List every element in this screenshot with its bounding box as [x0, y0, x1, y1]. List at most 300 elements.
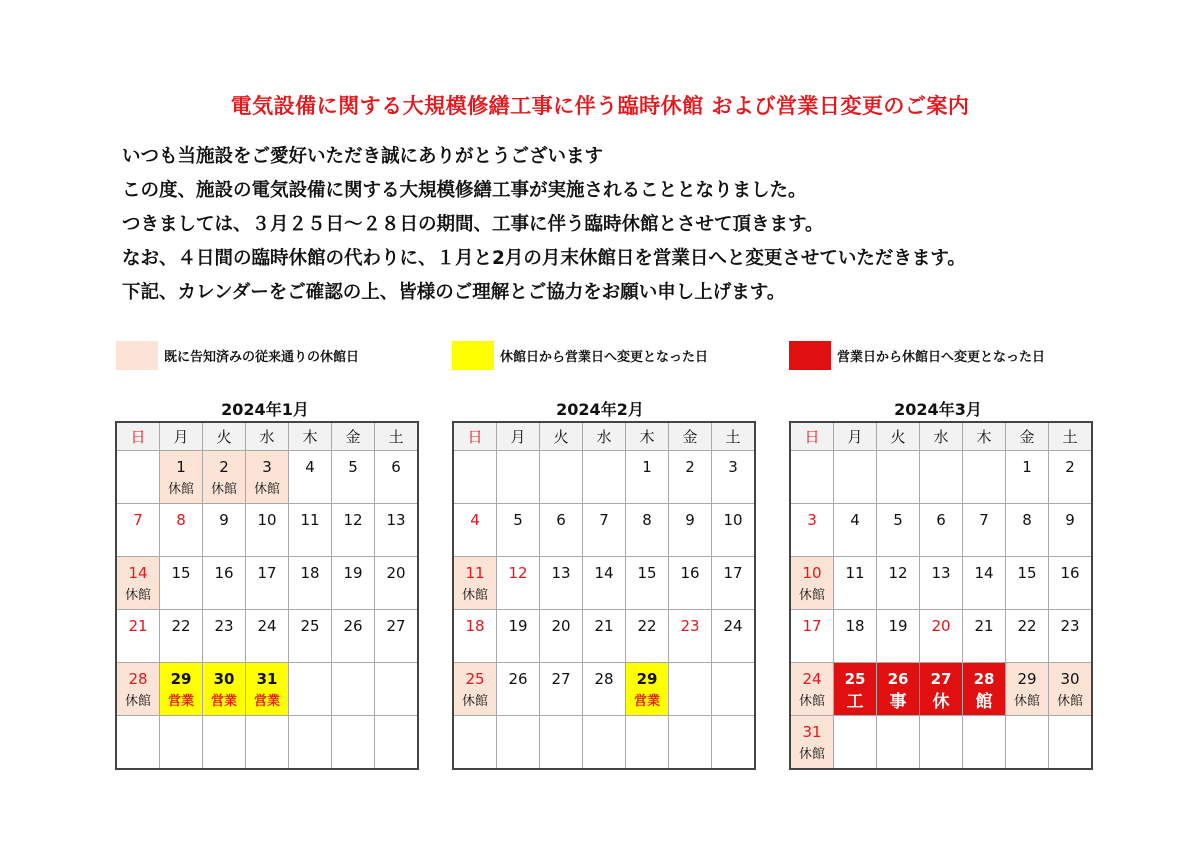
day-cell [203, 610, 246, 663]
day-cell [1049, 451, 1093, 504]
day-cell [453, 504, 497, 557]
day-number: 10 [723, 511, 743, 529]
day-cell [289, 451, 332, 504]
day-cell [375, 451, 419, 504]
day-number: 28 [973, 670, 995, 688]
legend-item-closed-to-open [452, 340, 708, 370]
day-status: 休館 [124, 694, 151, 709]
empty-day-cell [583, 451, 626, 504]
day-number: 6 [936, 511, 946, 529]
day-number: 17 [802, 617, 822, 635]
day-cell [963, 663, 1006, 716]
empty-day-cell [712, 663, 756, 716]
day-cell [246, 663, 289, 716]
day-cell [289, 504, 332, 557]
week-row [790, 610, 1092, 663]
day-cell [497, 663, 540, 716]
weekday-header: 金 [332, 422, 375, 451]
day-number: 1 [1022, 458, 1032, 476]
weekday-header-row [453, 422, 755, 451]
day-cell [289, 557, 332, 610]
day-number: 5 [893, 511, 903, 529]
weekday-header: 土 [1049, 422, 1093, 451]
day-number: 4 [305, 458, 315, 476]
day-cell [626, 557, 669, 610]
day-number: 26 [887, 670, 909, 688]
weekday-header: 木 [963, 422, 1006, 451]
day-number: 3 [807, 511, 817, 529]
empty-day-cell [583, 716, 626, 770]
empty-day-cell [375, 716, 419, 770]
day-number: 16 [1060, 564, 1080, 582]
day-cell [203, 557, 246, 610]
weekday-header: 火 [877, 422, 920, 451]
day-number: 2 [1065, 458, 1075, 476]
day-cell [375, 504, 419, 557]
day-cell [712, 610, 756, 663]
day-number: 9 [219, 511, 229, 529]
day-number: 29 [170, 670, 192, 688]
empty-day-cell [116, 451, 160, 504]
day-number: 24 [723, 617, 743, 635]
day-cell [453, 557, 497, 610]
day-cell [540, 557, 583, 610]
day-cell [626, 504, 669, 557]
day-cell [332, 610, 375, 663]
day-cell [920, 663, 963, 716]
day-number: 22 [171, 617, 191, 635]
day-cell [790, 610, 834, 663]
week-row [116, 663, 418, 716]
day-cell [332, 504, 375, 557]
day-cell [497, 610, 540, 663]
day-cell [669, 557, 712, 610]
empty-day-cell [626, 716, 669, 770]
day-cell [160, 504, 203, 557]
weekday-header: 火 [203, 422, 246, 451]
day-cell [160, 610, 203, 663]
notice-text [122, 146, 966, 316]
empty-day-cell [540, 451, 583, 504]
week-row [453, 557, 755, 610]
week-row [453, 716, 755, 770]
week-row [790, 557, 1092, 610]
day-status: 休館 [253, 482, 280, 497]
day-cell [877, 610, 920, 663]
day-status: 休館 [1056, 694, 1083, 709]
day-status: 休館 [461, 694, 488, 709]
empty-day-cell [116, 716, 160, 770]
day-cell [877, 504, 920, 557]
day-number: 16 [680, 564, 700, 582]
day-number: 27 [551, 670, 571, 688]
day-number: 13 [931, 564, 951, 582]
empty-day-cell [834, 451, 877, 504]
week-row [790, 663, 1092, 716]
day-status: 休館 [798, 747, 825, 762]
weekday-header: 日 [116, 422, 160, 451]
day-number: 15 [171, 564, 191, 582]
day-number: 11 [845, 564, 865, 582]
day-status: 休 [932, 692, 950, 712]
day-number: 4 [850, 511, 860, 529]
legend-item-existing-closure [116, 340, 359, 370]
day-number: 18 [465, 617, 485, 635]
day-cell [626, 610, 669, 663]
weekday-header: 水 [246, 422, 289, 451]
day-number: 28 [128, 670, 148, 688]
day-number: 14 [974, 564, 994, 582]
legend-swatch-pink [116, 341, 158, 370]
day-cell [332, 557, 375, 610]
day-number: 4 [470, 511, 480, 529]
day-cell [669, 504, 712, 557]
empty-day-cell [1049, 716, 1093, 770]
day-cell [920, 557, 963, 610]
week-row [116, 716, 418, 770]
day-cell [963, 557, 1006, 610]
empty-day-cell [453, 451, 497, 504]
weekday-header: 水 [920, 422, 963, 451]
day-number: 17 [257, 564, 277, 582]
day-cell [834, 610, 877, 663]
day-number: 5 [513, 511, 523, 529]
day-number: 7 [133, 511, 143, 529]
weekday-header: 金 [1006, 422, 1049, 451]
day-number: 7 [979, 511, 989, 529]
day-number: 25 [465, 670, 485, 688]
weekday-header-row [790, 422, 1092, 451]
weekday-header: 月 [834, 422, 877, 451]
day-cell [834, 663, 877, 716]
day-number: 22 [1017, 617, 1037, 635]
day-cell [332, 451, 375, 504]
day-cell [790, 663, 834, 716]
day-number: 16 [214, 564, 234, 582]
day-cell [963, 610, 1006, 663]
weekday-header: 土 [712, 422, 756, 451]
day-number: 20 [386, 564, 406, 582]
day-cell [1049, 557, 1093, 610]
day-cell [712, 557, 756, 610]
day-cell [203, 504, 246, 557]
day-cell [1049, 663, 1093, 716]
day-number: 5 [348, 458, 358, 476]
day-cell [160, 663, 203, 716]
weekday-header-row [116, 422, 418, 451]
day-number: 20 [551, 617, 571, 635]
day-cell [289, 610, 332, 663]
day-status: 営業 [633, 694, 660, 709]
day-cell [790, 716, 834, 770]
day-cell [626, 663, 669, 716]
day-number: 18 [845, 617, 865, 635]
day-cell [669, 610, 712, 663]
day-cell [669, 451, 712, 504]
week-row [116, 557, 418, 610]
day-number: 22 [637, 617, 657, 635]
day-number: 23 [680, 617, 700, 635]
day-number: 2 [685, 458, 695, 476]
week-row [790, 504, 1092, 557]
day-status: 営業 [253, 694, 280, 709]
empty-day-cell [1006, 716, 1049, 770]
day-cell [626, 451, 669, 504]
day-cell [877, 557, 920, 610]
day-number: 9 [685, 511, 695, 529]
day-cell [583, 663, 626, 716]
week-row [790, 716, 1092, 770]
day-status: 休館 [798, 588, 825, 603]
empty-day-cell [289, 663, 332, 716]
day-number: 11 [465, 564, 485, 582]
day-status: 休館 [124, 588, 151, 603]
legend-label: 既に告知済みの従来通りの休館日 [164, 349, 360, 365]
day-number: 24 [802, 670, 822, 688]
day-number: 31 [256, 670, 278, 688]
day-number: 23 [214, 617, 234, 635]
weekday-header: 金 [669, 422, 712, 451]
day-cell [116, 504, 160, 557]
day-cell [712, 451, 756, 504]
day-cell [834, 557, 877, 610]
day-number: 20 [931, 617, 951, 635]
day-number: 21 [974, 617, 994, 635]
day-number: 8 [176, 511, 186, 529]
day-cell [453, 610, 497, 663]
weekday-header: 月 [160, 422, 203, 451]
day-number: 6 [556, 511, 566, 529]
empty-day-cell [669, 663, 712, 716]
weekday-header: 水 [583, 422, 626, 451]
week-row [453, 610, 755, 663]
empty-day-cell [963, 716, 1006, 770]
day-cell [712, 504, 756, 557]
day-cell [1049, 504, 1093, 557]
day-status: 休館 [167, 482, 194, 497]
day-status: 館 [975, 692, 993, 712]
day-number: 28 [594, 670, 614, 688]
empty-day-cell [712, 716, 756, 770]
day-number: 12 [508, 564, 528, 582]
day-number: 21 [594, 617, 614, 635]
month-title-february: 2024年2月 [556, 400, 644, 419]
notice-line: つきましては、３月２５日～２８日の期間、工事に伴う臨時休館とさせて頂きます。 [122, 214, 824, 235]
day-number: 14 [594, 564, 614, 582]
empty-day-cell [332, 716, 375, 770]
day-number: 6 [391, 458, 401, 476]
weekday-header: 木 [626, 422, 669, 451]
day-cell [375, 610, 419, 663]
empty-day-cell [963, 451, 1006, 504]
day-cell [963, 504, 1006, 557]
day-number: 18 [300, 564, 320, 582]
week-row [116, 451, 418, 504]
day-number: 26 [343, 617, 363, 635]
day-cell [116, 557, 160, 610]
day-status: 休館 [210, 482, 237, 497]
empty-day-cell [540, 716, 583, 770]
day-number: 14 [128, 564, 148, 582]
day-cell [540, 663, 583, 716]
day-number: 9 [1065, 511, 1075, 529]
day-number: 1 [642, 458, 652, 476]
day-number: 10 [257, 511, 277, 529]
weekday-header: 日 [790, 422, 834, 451]
day-cell [583, 610, 626, 663]
day-cell [160, 451, 203, 504]
day-status: 営業 [210, 694, 237, 709]
notice-line: なお、４日間の臨時休館の代わりに、１月と2月の月末休館日を営業日へと変更させていただきます。 [122, 248, 966, 269]
calendar-march [789, 421, 1093, 770]
day-number: 19 [508, 617, 528, 635]
empty-day-cell [669, 716, 712, 770]
calendar-february [452, 421, 756, 770]
day-number: 19 [888, 617, 908, 635]
day-cell [790, 557, 834, 610]
day-status: 休館 [1013, 694, 1040, 709]
day-cell [203, 663, 246, 716]
day-number: 25 [844, 670, 866, 688]
day-cell [453, 663, 497, 716]
page-title: 電気設備に関する大規模修繕工事に伴う臨時休館 および営業日変更のご案内 [230, 94, 970, 118]
day-number: 25 [300, 617, 320, 635]
day-status: 営業 [167, 694, 194, 709]
week-row [116, 610, 418, 663]
day-number: 12 [888, 564, 908, 582]
day-cell [583, 557, 626, 610]
week-row [116, 504, 418, 557]
day-number: 13 [386, 511, 406, 529]
day-cell [877, 663, 920, 716]
empty-day-cell [246, 716, 289, 770]
day-number: 3 [728, 458, 738, 476]
day-status: 事 [889, 692, 907, 712]
weekday-header: 木 [289, 422, 332, 451]
day-cell [497, 557, 540, 610]
day-cell [1049, 610, 1093, 663]
day-number: 30 [1060, 670, 1080, 688]
empty-day-cell [877, 716, 920, 770]
day-cell [834, 504, 877, 557]
day-cell [246, 610, 289, 663]
day-number: 8 [1022, 511, 1032, 529]
day-number: 10 [802, 564, 822, 582]
day-number: 1 [176, 458, 186, 476]
day-number: 21 [128, 617, 148, 635]
legend-swatch-yellow [452, 341, 494, 370]
day-status: 工 [846, 692, 864, 712]
empty-day-cell [497, 716, 540, 770]
day-cell [1006, 663, 1049, 716]
day-cell [1006, 451, 1049, 504]
day-cell [920, 610, 963, 663]
day-cell [540, 610, 583, 663]
calendar-january [115, 421, 419, 770]
day-number: 15 [637, 564, 657, 582]
day-cell [246, 504, 289, 557]
empty-day-cell [289, 716, 332, 770]
notice-line: いつも当施設をご愛好いただき誠にありがとうございます [122, 146, 604, 167]
empty-day-cell [160, 716, 203, 770]
notice-line: 下記、カレンダーをご確認の上、皆様のご理解とご協力をお願い申し上げます。 [122, 282, 786, 303]
day-number: 11 [300, 511, 320, 529]
day-cell [497, 504, 540, 557]
month-title-march: 2024年3月 [894, 400, 982, 419]
day-number: 26 [508, 670, 528, 688]
week-row [453, 451, 755, 504]
day-cell [160, 557, 203, 610]
legend-item-open-to-closed [789, 340, 1045, 370]
day-number: 7 [599, 511, 609, 529]
day-cell [375, 557, 419, 610]
day-cell [920, 504, 963, 557]
day-number: 30 [213, 670, 235, 688]
empty-day-cell [834, 716, 877, 770]
day-number: 27 [930, 670, 952, 688]
day-cell [1006, 504, 1049, 557]
notice-line: この度、施設の電気設備に関する大規模修繕工事が実施されることとなりました。 [122, 180, 807, 201]
day-cell [790, 504, 834, 557]
day-number: 17 [723, 564, 743, 582]
day-cell [583, 504, 626, 557]
day-cell [116, 610, 160, 663]
empty-day-cell [790, 451, 834, 504]
empty-day-cell [920, 716, 963, 770]
day-cell [246, 451, 289, 504]
day-number: 12 [343, 511, 363, 529]
weekday-header: 日 [453, 422, 497, 451]
day-number: 29 [1017, 670, 1037, 688]
day-number: 24 [257, 617, 277, 635]
day-number: 3 [262, 458, 272, 476]
empty-day-cell [203, 716, 246, 770]
legend-label: 休館日から営業日へ変更となった日 [500, 349, 709, 365]
day-number: 2 [219, 458, 229, 476]
empty-day-cell [497, 451, 540, 504]
empty-day-cell [375, 663, 419, 716]
day-cell [203, 451, 246, 504]
day-number: 27 [386, 617, 406, 635]
day-number: 31 [802, 723, 822, 741]
empty-day-cell [332, 663, 375, 716]
legend-swatch-red [789, 341, 831, 370]
day-cell [246, 557, 289, 610]
day-cell [540, 504, 583, 557]
weekday-header: 月 [497, 422, 540, 451]
weekday-header: 土 [375, 422, 419, 451]
day-number: 13 [551, 564, 571, 582]
day-number: 19 [343, 564, 363, 582]
day-status: 休館 [798, 694, 825, 709]
day-number: 23 [1060, 617, 1080, 635]
day-cell [116, 663, 160, 716]
day-cell [1006, 610, 1049, 663]
day-number: 8 [642, 511, 652, 529]
day-cell [1006, 557, 1049, 610]
week-row [453, 504, 755, 557]
week-row [790, 451, 1092, 504]
empty-day-cell [877, 451, 920, 504]
day-number: 29 [636, 670, 658, 688]
empty-day-cell [453, 716, 497, 770]
day-number: 15 [1017, 564, 1037, 582]
empty-day-cell [920, 451, 963, 504]
week-row [453, 663, 755, 716]
day-status: 休館 [461, 588, 488, 603]
month-title-january: 2024年1月 [221, 400, 309, 419]
weekday-header: 火 [540, 422, 583, 451]
